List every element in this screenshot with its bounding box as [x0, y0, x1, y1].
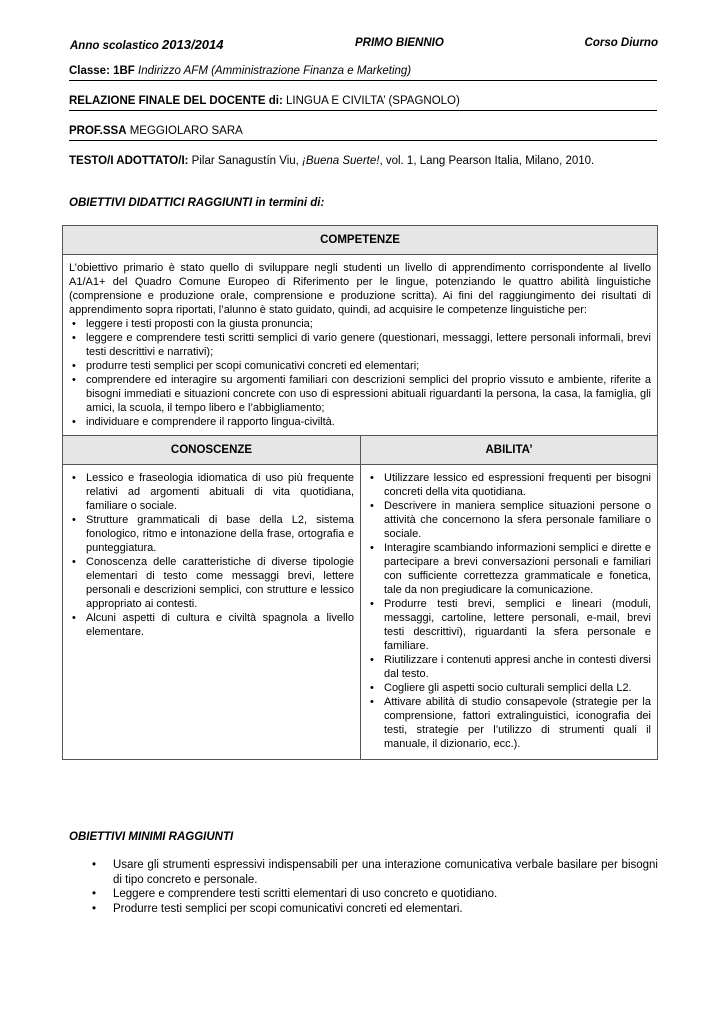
testo-author: Pilar Sanagustín Viu,: [188, 155, 303, 167]
testo-rest: , vol. 1, Lang Pearson Italia, Milano, 2010.: [379, 155, 595, 167]
list-item: • Usare gli strumenti espressivi indispensabili per una interazione comunicativa verbale basilare per bisogni di tipo concreto e personale.: [70, 858, 658, 887]
school-year-value: 2013/2014: [162, 37, 224, 52]
objectives-table: [62, 225, 658, 760]
competenze-heading: COMPETENZE: [63, 226, 658, 255]
list-item: • Descrivere in maniera semplice situazioni persone o attività che concernono la sfera personale familiare o sociale.: [367, 499, 651, 541]
list-item: • Attivare abilità di studio consapevole (strategie per la comprensione, fattori extralinguistici, iconografia dei testi, strategie per l’utilizzo di strumenti quali il manuale, il dizionario, ecc.).: [367, 695, 651, 751]
competenze-list: [69, 317, 651, 429]
school-year: [70, 37, 223, 52]
corso-label: Corso Diurno: [584, 37, 658, 49]
competenze-cell: [63, 255, 658, 436]
conoscenze-cell: [63, 465, 361, 760]
list-item: • Interagire scambiando informazioni semplici e dirette e partecipare a brevi conversazioni personali e familiari con sufficiente correttezza grammaticale e fonetica, tale da non pregiudicare la comunicazione.: [367, 541, 651, 597]
abilita-heading: ABILITA’: [361, 436, 658, 465]
relazione-line: [69, 95, 657, 107]
testo-label: TESTO/I ADOTTATO/I:: [69, 155, 189, 167]
list-item: • individuare e comprendere il rapporto lingua-civiltà.: [69, 415, 651, 429]
list-item: • leggere e comprendere testi scritti semplici di vario genere (questionari, messaggi, lettere personali informali, brevi testi descrittivi e narrativi);: [69, 331, 651, 359]
document-header: [70, 37, 658, 53]
prof-value: MEGGIOLARO SARA: [126, 125, 243, 137]
list-item: • Produrre testi brevi, semplici e lineari (moduli, messaggi, cartoline, lettere personali, e-mail, brevi testi descrittivi), riguardanti la sfera personale e familiare.: [367, 597, 651, 653]
list-item: • Riutilizzare i contenuti appresi anche in contesti diversi dal testo.: [367, 653, 651, 681]
class-label: Classe: 1BF: [69, 65, 135, 77]
list-item: • Cogliere gli aspetti socio culturali semplici della L2.: [367, 681, 651, 695]
conoscenze-heading: CONOSCENZE: [63, 436, 361, 465]
testo-title: ¡Buena Suerte!: [302, 155, 380, 167]
relazione-label: RELAZIONE FINALE DEL DOCENTE di:: [69, 95, 287, 107]
abilita-cell: [361, 465, 658, 760]
relazione-value: LINGUA E CIVILTA’ (SPAGNOLO): [286, 95, 460, 107]
list-item: • Strutture grammaticali di base della L2, sistema fonologico, ritmo e intonazione della frase, ortografia e punteggiatura.: [69, 513, 354, 555]
obiettivi-title: OBIETTIVI DIDATTICI RAGGIUNTI in termini di:: [69, 197, 325, 209]
divider: [69, 110, 657, 111]
class-value: Indirizzo AFM (Amministrazione Finanza e Marketing): [134, 65, 412, 77]
list-item: • Leggere e comprendere testi scritti elementari di uso concreto e quotidiano.: [70, 887, 658, 902]
list-item: • Conoscenza delle caratteristiche di diverse tipologie elementari di testo come messaggi brevi, lettere personali e descrizioni semplici, con strutture e lessico appropriato ai contesti.: [69, 555, 354, 611]
list-item: • comprendere ed interagire su argomenti familiari con descrizioni semplici del proprio vissuto e ambiente, riferite a bisogni immediati e situazioni concrete con uso di espressioni abituali riguardanti la persona, la casa, la famiglia, gli amici, la scuola, il tempo libero e l’abbigliamento;: [69, 373, 651, 415]
conoscenze-list: [69, 471, 354, 639]
list-item: • Produrre testi semplici per scopi comunicativi concreti ed elementari.: [70, 902, 658, 917]
list-item: • Utilizzare lessico ed espressioni frequenti per bisogni concreti della vita quotidiana.: [367, 471, 651, 499]
minimi-list: [70, 858, 658, 916]
class-line: [69, 65, 657, 77]
list-item: • leggere i testi proposti con la giusta pronuncia;: [69, 317, 651, 331]
divider: [69, 140, 657, 141]
list-item: • produrre testi semplici per scopi comunicativi concreti ed elementari;: [69, 359, 651, 373]
prof-label: PROF.SSA: [69, 125, 127, 137]
prof-line: [69, 125, 657, 137]
school-year-label: Anno scolastico: [70, 40, 163, 52]
competenze-intro: L’obiettivo primario è stato quello di sviluppare negli studenti un livello di apprendimento corrispondente al livello A1/A1+ del Quadro Comune Europeo di Riferimento per le lingue, potenziando le quattro abilità linguistiche (comprensione e produzione orale, comprensione e produzione scritta). Ai fini del raggiungimento dei risultati di apprendimento sopra riportati, l’alunno è stato guidato, quindi, ad acquisire le competenze linguistiche per:: [69, 262, 651, 316]
abilita-list: [367, 471, 651, 751]
testo-line: [69, 155, 657, 167]
divider: [69, 80, 657, 81]
biennio-label: PRIMO BIENNIO: [355, 37, 444, 49]
list-item: • Alcuni aspetti di cultura e civiltà spagnola a livello elementare.: [69, 611, 354, 639]
list-item: • Lessico e fraseologia idiomatica di uso più frequente relativi ad argomenti abituali di vita quotidiana, familiare o sociale.: [69, 471, 354, 513]
minimi-title: OBIETTIVI MINIMI RAGGIUNTI: [69, 831, 234, 843]
